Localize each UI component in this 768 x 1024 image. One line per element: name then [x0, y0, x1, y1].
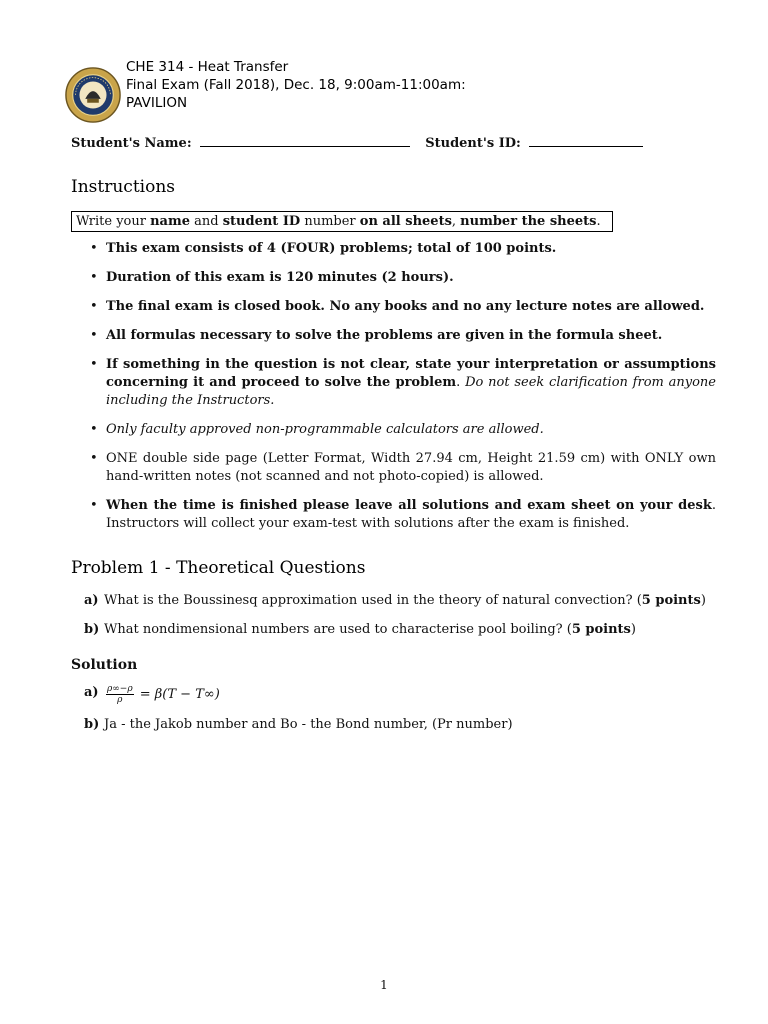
question-points: 5 points	[571, 622, 631, 637]
instruction-item: • Only faculty approved non-programmable calculators are allowed.	[88, 421, 716, 439]
question-label: a)	[84, 593, 99, 608]
question-text: What nondimensional numbers are used to characterise pool boiling? (	[104, 622, 572, 637]
solution-list	[84, 684, 724, 745]
page-number: 1	[380, 978, 388, 992]
student-id-label: Student's ID:	[425, 136, 521, 151]
solution-label: a)	[84, 685, 99, 700]
notice-text: .	[596, 214, 601, 229]
instruction-item: • This exam consists of 4 (FOUR) problems; total of 100 points.	[88, 240, 716, 258]
instruction-item: • Duration of this exam is 120 minutes (2 hours).	[88, 269, 716, 287]
problem-1-questions	[84, 592, 724, 650]
notice-bold: student ID	[222, 214, 301, 229]
exam-location: PAVILION	[126, 95, 188, 111]
student-name-field[interactable]	[200, 146, 410, 147]
exam-header	[62, 58, 722, 118]
instruction-item: • ONE double side page (Letter Format, Width 27.94 cm, Height 21.59 cm) with ONLY own hand-written notes (not scanned and not photo-copied) is allowed.	[88, 450, 716, 486]
student-id-field[interactable]	[529, 146, 643, 147]
question-label: b)	[84, 622, 100, 637]
university-seal-icon	[64, 66, 122, 124]
notice-text: ,	[451, 214, 461, 229]
instruction-list	[88, 240, 716, 544]
instructions-heading: Instructions	[71, 177, 175, 197]
question-points: 5 points	[641, 593, 701, 608]
question-text: What is the Boussinesq approximation used in the theory of natural convection? (	[104, 593, 642, 608]
solution-label: b)	[84, 717, 100, 732]
exam-title: Final Exam (Fall 2018), Dec. 18, 9:00am-11:00am:	[126, 77, 466, 93]
solution-text: Ja - the Jakob number and Bo - the Bond number, (Pr number)	[104, 717, 513, 732]
question-item: b) What nondimensional numbers are used to characterise pool boiling? (5 points)	[84, 622, 636, 637]
course-title: CHE 314 - Heat Transfer	[126, 59, 289, 75]
notice-text: and	[190, 214, 223, 229]
notice-text: Write your	[76, 214, 151, 229]
density-fraction	[106, 684, 134, 705]
notice-bold: on all sheets	[359, 214, 452, 229]
notice-bold: name	[150, 214, 190, 229]
instruction-item: • All formulas necessary to solve the problems are given in the formula sheet.	[88, 327, 716, 345]
question-item: a) What is the Boussinesq approximation used in the theory of natural convection? (5 points)	[84, 593, 706, 608]
fraction-numerator: ρ∞−ρ	[107, 684, 133, 694]
instruction-item: • If something in the question is not clear, state your interpretation or assumptions concerning it and proceed to solve the problem. Do not seek clarification from anyone including the Instructors.	[88, 356, 716, 410]
instruction-item: • The final exam is closed book. No any books and no any lecture notes are allowed.	[88, 298, 716, 316]
solution-heading: Solution	[71, 657, 138, 673]
problem-1-heading: Problem 1 - Theoretical Questions	[71, 558, 366, 578]
instructions-notice-box	[71, 211, 613, 232]
student-identification	[71, 136, 643, 151]
notice-bold: number the sheets	[460, 214, 597, 229]
fraction-denominator: ρ	[117, 695, 123, 705]
solution-item-b	[84, 716, 724, 734]
instruction-item: • When the time is finished please leave all solutions and exam sheet on your desk. Instructors will collect your exam-test with solutions after the exam is finished.	[88, 497, 716, 533]
student-name-label: Student's Name:	[71, 136, 192, 151]
equation-rhs: = β(T − T∞)	[139, 687, 220, 702]
header-text	[126, 58, 466, 112]
solution-item-a	[84, 684, 724, 705]
notice-text: number	[300, 214, 360, 229]
